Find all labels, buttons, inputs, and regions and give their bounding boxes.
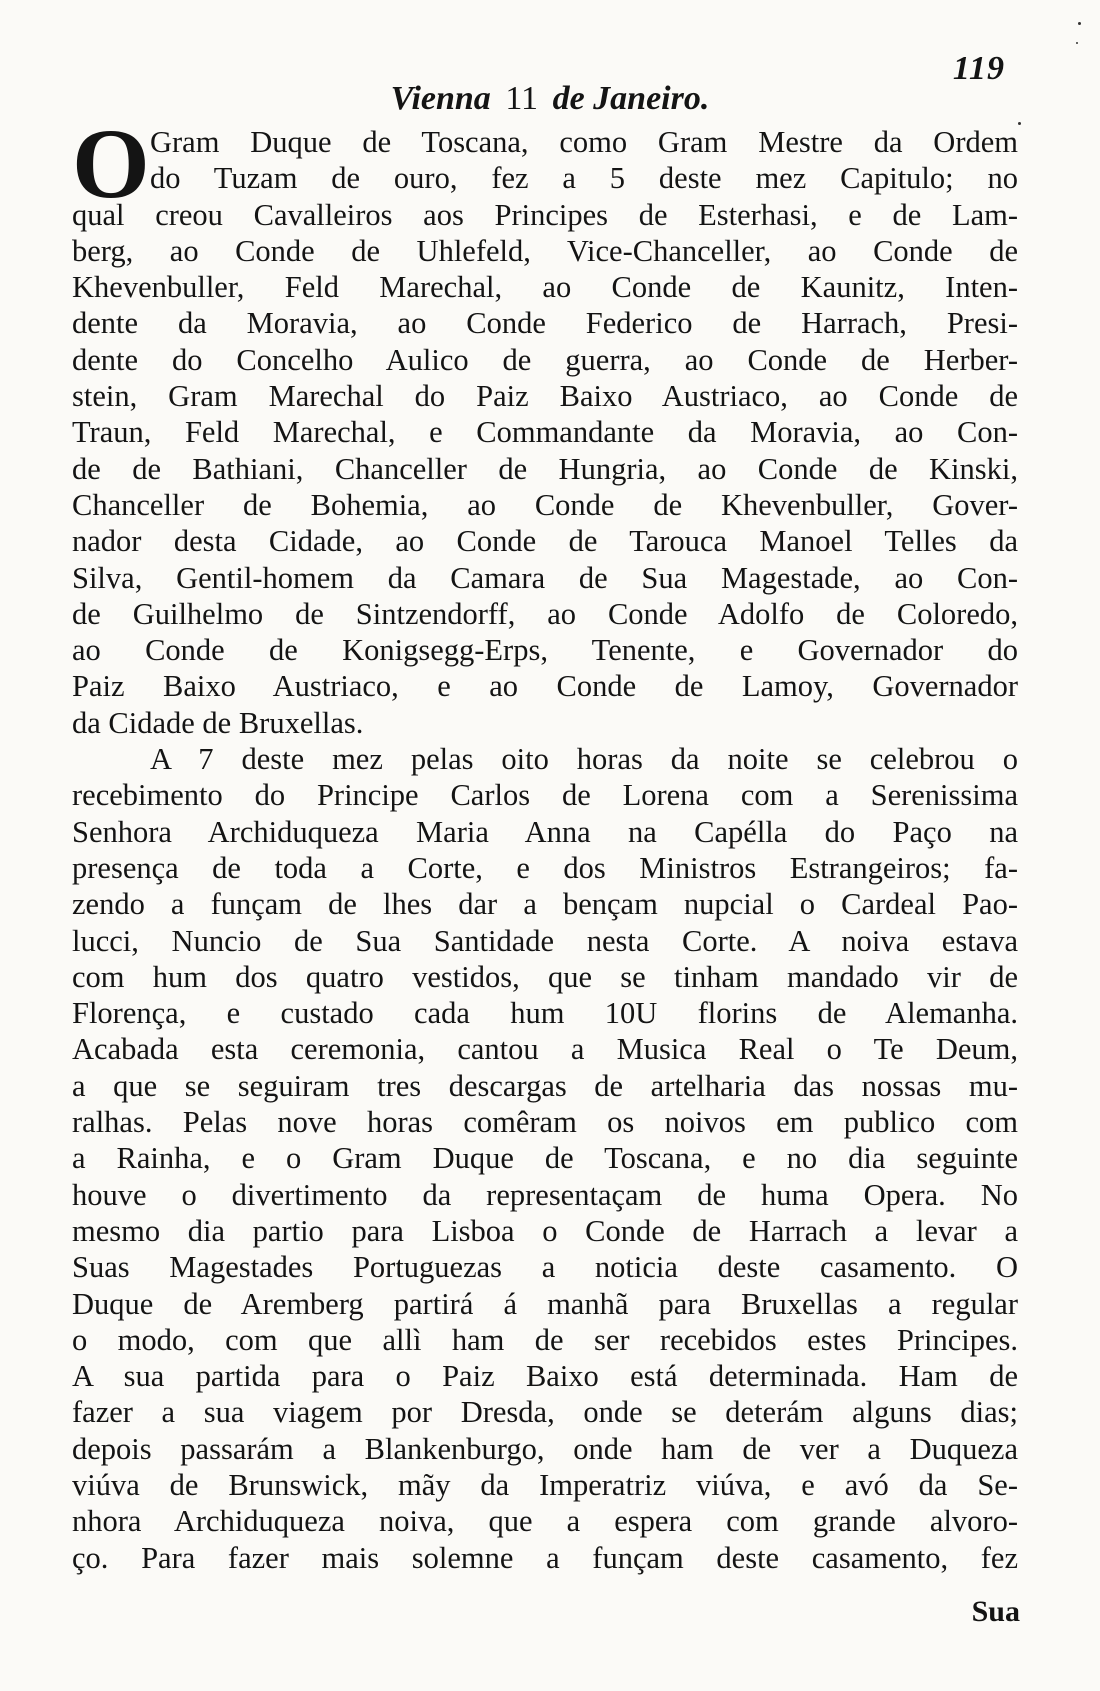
text-line: ao Conde de Konigsegg-Erps, Tenente, e Governador do	[72, 633, 1018, 668]
text-line: ço. Para fazer mais solemne a funçam deste casamento, fez	[72, 1540, 1018, 1575]
text-line: nador desta Cidade, ao Conde de Tarouca Manoel Telles da	[72, 524, 1018, 559]
text-line: depois passarám a Blankenburgo, onde ham de ver a Duqueza	[72, 1431, 1018, 1466]
text-line: Gram Duque de Toscana, como Gram Mestre da Ordem	[150, 125, 1018, 159]
paper-speck	[1076, 42, 1078, 44]
text-line: Khevenbuller, Feld Marechal, ao Conde de Kaunitz, Inten-	[72, 270, 1018, 305]
dateline-place: Vienna	[390, 80, 491, 117]
drop-cap: O	[72, 108, 150, 219]
text-line: Paiz Baixo Austriaco, e ao Conde de Lamoy, Governador	[72, 669, 1018, 704]
text-line: recebimento do Principe Carlos de Lorena com a Serenissima	[72, 778, 1018, 813]
text-line: a Rainha, e o Gram Duque de Toscana, e no dia seguinte	[72, 1141, 1018, 1176]
article-body	[72, 108, 1018, 1576]
text-line: Duque de Aremberg partirá á manhã para Bruxellas a regular	[72, 1286, 1018, 1321]
page-number: 119	[952, 50, 1005, 87]
text-line: viúva de Brunswick, mãy da Imperatriz viúva, e avó da Se-	[72, 1467, 1018, 1502]
text-line: A sua partida para o Paiz Baixo está determinada. Ham de	[72, 1359, 1018, 1394]
text-line: de Guilhelmo de Sintzendorff, ao Conde Adolfo de Coloredo,	[72, 596, 1018, 631]
text-line: presença de toda a Corte, e dos Ministros Estrangeiros; fa-	[72, 850, 1018, 885]
text-line: qual creou Cavalleiros aos Principes de Esterhasi, e de Lam-	[72, 197, 1018, 232]
text-line: berg, ao Conde de Uhlefeld, Vice-Chanceller, ao Conde de	[72, 233, 1018, 268]
text-line: Silva, Gentil-homem da Camara de Sua Magestade, ao Con-	[72, 560, 1018, 595]
catchword: Sua	[971, 1595, 1020, 1628]
text-line: Acabada esta ceremonia, cantou a Musica Real o Te Deum,	[72, 1032, 1018, 1067]
text-line: stein, Gram Marechal do Paiz Baixo Austriaco, ao Conde de	[72, 379, 1018, 414]
text-line: o modo, com que allì ham de ser recebidos estes Principes.	[72, 1322, 1018, 1357]
text-line: Chanceller de Bohemia, ao Conde de Khevenbuller, Gover-	[72, 487, 1018, 522]
text-line: dente da Moravia, ao Conde Federico de Harrach, Presi-	[72, 306, 1018, 341]
text-line: A 7 deste mez pelas oito horas da noite se celebrou o	[150, 742, 1018, 777]
text-line: Florença, e custado cada hum 10U florins de Alemanha.	[72, 996, 1018, 1031]
text-line: a que se seguiram tres descargas de artelharia das nossas mu-	[72, 1068, 1018, 1103]
text-line: dente do Concelho Aulico de guerra, ao Conde de Herber-	[72, 342, 1018, 377]
dateline-month: de Janeiro.	[552, 80, 710, 117]
text-line: Senhora Archiduqueza Maria Anna na Capélla do Paço na	[72, 814, 1018, 849]
text-line: da Cidade de Bruxellas.	[72, 705, 364, 740]
text-line: Traun, Feld Marechal, e Commandante da Moravia, ao Con-	[72, 415, 1018, 450]
text-line: Suas Magestades Portuguezas a noticia deste casamento. O	[72, 1250, 1018, 1285]
paper-speck	[1018, 122, 1021, 125]
text-line: de de Bathiani, Chanceller de Hungria, ao Conde de Kinski,	[72, 451, 1018, 486]
text-line: lucci, Nuncio de Sua Santidade nesta Corte. A noiva estava	[72, 923, 1018, 958]
text-line: nhora Archiduqueza noiva, que a espera com grande alvoro-	[72, 1504, 1018, 1539]
dateline-heading	[0, 80, 1100, 118]
text-line: com hum dos quatro vestidos, que se tinham mandado vir de	[72, 959, 1018, 994]
text-line: zendo a funçam de lhes dar a bençam nupcial o Cardeal Pao-	[72, 887, 1018, 922]
paper-speck	[1078, 22, 1081, 25]
text-line: ralhas. Pelas nove horas comêram os noivos em publico com	[72, 1105, 1018, 1140]
text-line: mesmo dia partio para Lisboa o Conde de Harrach a levar a	[72, 1213, 1018, 1248]
text-line: fazer a sua viagem por Dresda, onde se deterám alguns dias;	[72, 1395, 1018, 1430]
text-line: do Tuzam de ouro, fez a 5 deste mez Capitulo; no	[150, 161, 1018, 196]
text-line: houve o divertimento da representaçam de huma Opera. No	[72, 1177, 1018, 1212]
dateline-day: 11	[505, 80, 539, 117]
